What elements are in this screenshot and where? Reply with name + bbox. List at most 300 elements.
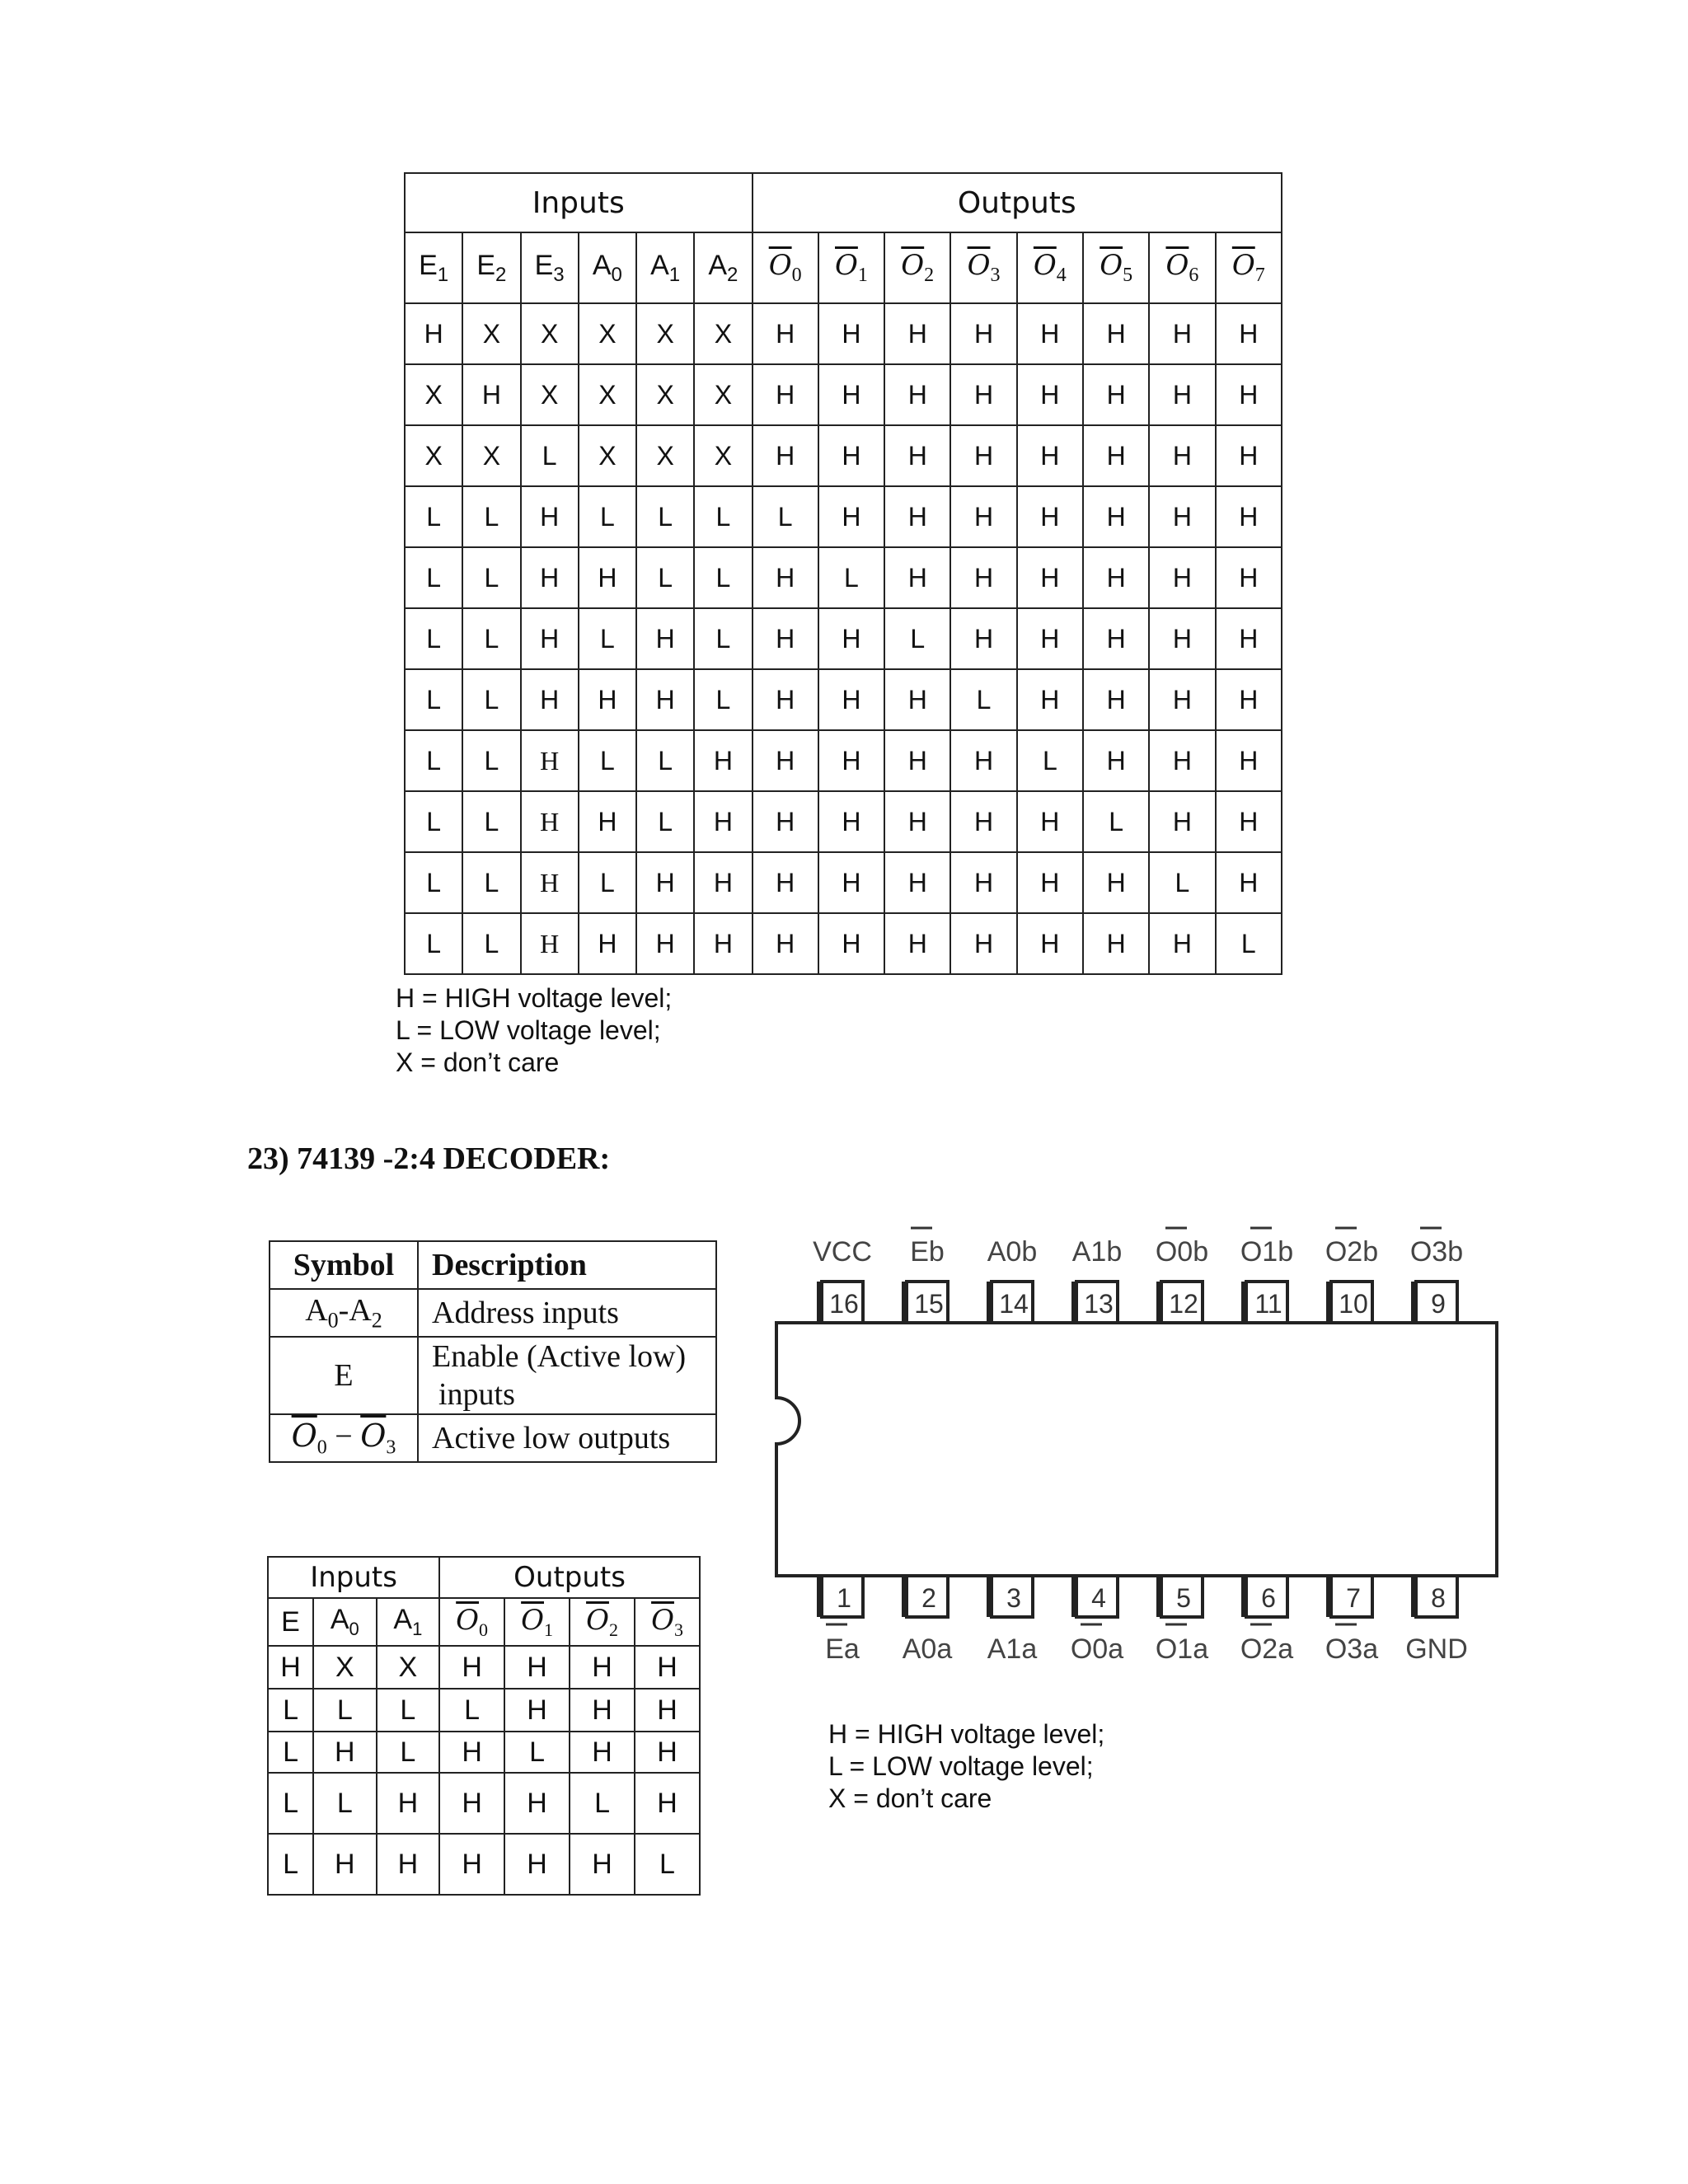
pin-16	[813, 1236, 872, 1323]
table-cell: L	[405, 608, 462, 669]
table-cell: L	[579, 608, 636, 669]
table-cell: L	[462, 852, 520, 913]
input-col-E3: $E_3$	[521, 232, 579, 303]
table-cell: H	[753, 608, 818, 669]
table-cell: H	[1017, 425, 1083, 486]
table-cell: H	[1017, 852, 1083, 913]
table-cell: L	[405, 791, 462, 852]
table-cell: H	[377, 1834, 440, 1895]
table-cell: H	[950, 303, 1016, 364]
table-cell: H	[1017, 303, 1083, 364]
table-cell: H	[1216, 791, 1282, 852]
pin-7	[1325, 1576, 1378, 1665]
pin-number: 1	[837, 1583, 851, 1613]
table-cell: H	[818, 730, 884, 791]
table-cell: H	[521, 730, 579, 791]
table-cell: H	[884, 425, 950, 486]
table-cell: L	[950, 669, 1016, 730]
pin-label: O0a	[1070, 1633, 1124, 1665]
table-cell: H	[753, 913, 818, 974]
inputs-group-header: Inputs	[405, 173, 753, 232]
output-col-O6: $\overline{O}_6$	[1149, 232, 1215, 303]
table-cell: H	[1083, 608, 1149, 669]
description-outputs: Active low outputs	[418, 1414, 716, 1462]
symbol-address: $A_0-A_2$	[270, 1289, 418, 1337]
pin-number: 16	[829, 1289, 859, 1319]
chip-pinout-diagram	[767, 1212, 1508, 1673]
table-cell: H	[635, 1732, 700, 1773]
table-cell: H	[377, 1773, 440, 1834]
pin-label: VCC	[813, 1236, 872, 1268]
table-cell: H	[753, 730, 818, 791]
pin-15	[903, 1228, 948, 1323]
pin-label: O1b	[1240, 1236, 1294, 1268]
table-cell: H	[579, 791, 636, 852]
table-cell: H	[753, 364, 818, 425]
table-row	[405, 852, 1282, 913]
table-cell: L	[405, 547, 462, 608]
table-cell: L	[313, 1773, 377, 1834]
pin-11	[1240, 1228, 1293, 1323]
table-row	[405, 425, 1282, 486]
output-col-O3: $\overline{O}_3$	[635, 1598, 700, 1646]
table-cell: L	[579, 852, 636, 913]
pin-label: Ea	[825, 1633, 860, 1665]
table-cell: H	[884, 669, 950, 730]
section-title: 23) 74139 -2:4 DECODER:	[247, 1141, 611, 1176]
symbol-enable: E	[270, 1337, 418, 1414]
table-cell: H	[818, 791, 884, 852]
table-cell: H	[1149, 913, 1215, 974]
input-col-A2: $A_2$	[694, 232, 752, 303]
table-cell: H	[521, 913, 579, 974]
pin-1	[818, 1576, 863, 1665]
table-cell: H	[818, 608, 884, 669]
table-cell: L	[268, 1773, 313, 1834]
legend-2	[828, 1718, 1104, 1815]
pin-6	[1240, 1576, 1293, 1665]
description-enable: Enable (Active low) inputs	[418, 1337, 716, 1414]
table-cell: H	[570, 1646, 635, 1689]
pin-number: 6	[1261, 1583, 1276, 1613]
table-cell: L	[570, 1773, 635, 1834]
table-cell: H	[1083, 852, 1149, 913]
table-cell: H	[950, 486, 1016, 547]
pin-label: A1a	[987, 1633, 1038, 1665]
table-row	[405, 791, 1282, 852]
table-cell: X	[313, 1646, 377, 1689]
output-col-O5: $\overline{O}_5$	[1083, 232, 1149, 303]
table-cell: L	[462, 791, 520, 852]
table-cell: H	[636, 852, 694, 913]
table-cell: L	[377, 1732, 440, 1773]
table-cell: H	[753, 852, 818, 913]
table-cell: L	[694, 669, 752, 730]
table-row	[268, 1773, 700, 1834]
table-cell: L	[635, 1834, 700, 1895]
pin-number: 5	[1176, 1583, 1191, 1613]
table-cell: L	[405, 730, 462, 791]
input-col-A0: $A_0$	[313, 1598, 377, 1646]
pin-12	[1156, 1228, 1208, 1323]
table-cell: H	[753, 303, 818, 364]
output-col-O3: $\overline{O}_3$	[950, 232, 1016, 303]
table-cell: H	[753, 547, 818, 608]
table-cell: H	[884, 730, 950, 791]
output-col-O7: $\overline{O}_7$	[1216, 232, 1282, 303]
table-row	[405, 364, 1282, 425]
table-cell: H	[1017, 547, 1083, 608]
table-cell: H	[950, 425, 1016, 486]
pin-number: 10	[1339, 1289, 1368, 1319]
pin-8	[1405, 1576, 1468, 1665]
table-cell: X	[579, 303, 636, 364]
table-cell: L	[462, 547, 520, 608]
table-cell: H	[1149, 486, 1215, 547]
table-cell: H	[1017, 669, 1083, 730]
pin-10	[1325, 1228, 1378, 1323]
table-cell: X	[521, 303, 579, 364]
table-cell: H	[818, 303, 884, 364]
table-cell: X	[636, 425, 694, 486]
table-cell: L	[268, 1689, 313, 1732]
table-cell: H	[636, 608, 694, 669]
pin-number: 11	[1254, 1289, 1282, 1319]
table-cell: H	[694, 913, 752, 974]
table-cell: H	[1083, 425, 1149, 486]
table-row	[405, 913, 1282, 974]
legend-high: H = HIGH voltage level;	[396, 983, 673, 1013]
table-cell: H	[1149, 608, 1215, 669]
table-cell: X	[694, 425, 752, 486]
table-cell: H	[884, 364, 950, 425]
table-cell: H	[635, 1646, 700, 1689]
table-cell: L	[439, 1689, 504, 1732]
table-cell: H	[1216, 364, 1282, 425]
table-cell: H	[1216, 303, 1282, 364]
table-cell: L	[694, 547, 752, 608]
pin-label: A0b	[987, 1236, 1038, 1268]
table-cell: H	[1216, 486, 1282, 547]
table-cell: H	[1083, 486, 1149, 547]
table-cell: L	[1017, 730, 1083, 791]
description-address: Address inputs	[418, 1289, 716, 1337]
table-cell: H	[753, 669, 818, 730]
pin-label: O3b	[1409, 1236, 1464, 1268]
table-cell: H	[439, 1732, 504, 1773]
table-cell: X	[377, 1646, 440, 1689]
table-cell: H	[1216, 852, 1282, 913]
table-cell: L	[462, 486, 520, 547]
truth-table-3to8	[404, 172, 1282, 975]
table-cell: H	[1083, 547, 1149, 608]
table-cell: H	[462, 364, 520, 425]
table-cell: H	[1017, 913, 1083, 974]
table-cell: L	[636, 547, 694, 608]
pin-label: Eb	[910, 1236, 945, 1268]
output-col-O4: $\overline{O}_4$	[1017, 232, 1083, 303]
table-cell: H	[950, 913, 1016, 974]
table-cell: H	[694, 730, 752, 791]
table-cell: X	[462, 425, 520, 486]
pin-number: 15	[914, 1289, 944, 1319]
table-cell: H	[884, 547, 950, 608]
table-cell: H	[504, 1646, 570, 1689]
legend-low: L = LOW voltage level;	[828, 1751, 1094, 1781]
description-header: Description	[418, 1241, 716, 1289]
table-row	[405, 669, 1282, 730]
table-cell: H	[950, 852, 1016, 913]
table-cell: H	[1017, 486, 1083, 547]
input-col-A0: $A_0$	[579, 232, 636, 303]
pin-label: A0a	[902, 1633, 953, 1665]
pin-label: A1b	[1071, 1236, 1123, 1268]
pin-label: O0b	[1155, 1236, 1209, 1268]
table-row	[268, 1646, 700, 1689]
table-cell: H	[570, 1689, 635, 1732]
table-cell: L	[1083, 791, 1149, 852]
table-cell: H	[1017, 791, 1083, 852]
pin-label: O2b	[1325, 1236, 1379, 1268]
table-cell: L	[753, 486, 818, 547]
table-cell: H	[1149, 425, 1215, 486]
table-cell: X	[521, 364, 579, 425]
table-cell: H	[818, 913, 884, 974]
table-cell: H	[579, 547, 636, 608]
symbol-header: Symbol	[270, 1241, 418, 1289]
pin-4	[1071, 1576, 1123, 1665]
pin-9	[1410, 1228, 1463, 1323]
table-row	[405, 730, 1282, 791]
table-cell: H	[636, 669, 694, 730]
pin-3	[987, 1576, 1038, 1665]
pin-label: GND	[1405, 1633, 1468, 1665]
table-row	[268, 1732, 700, 1773]
pin-number: 7	[1346, 1583, 1361, 1613]
table-cell: X	[405, 425, 462, 486]
table-cell: L	[405, 913, 462, 974]
table-cell: H	[884, 303, 950, 364]
pin-2	[903, 1576, 953, 1665]
table-cell: X	[405, 364, 462, 425]
table-cell: X	[579, 425, 636, 486]
table-row	[405, 608, 1282, 669]
table-cell: H	[1083, 669, 1149, 730]
input-col-E2: $E_2$	[462, 232, 520, 303]
table-cell: X	[636, 303, 694, 364]
table-cell: H	[1149, 303, 1215, 364]
table-cell: H	[950, 791, 1016, 852]
table-cell: L	[636, 486, 694, 547]
table-cell: H	[1149, 791, 1215, 852]
output-col-O2: $\overline{O}_2$	[570, 1598, 635, 1646]
output-col-O1: $\overline{O}_1$	[504, 1598, 570, 1646]
table-cell: H	[1216, 730, 1282, 791]
table-cell: H	[818, 364, 884, 425]
table-cell: L	[636, 791, 694, 852]
pin-number: 9	[1431, 1289, 1446, 1319]
table-cell: H	[753, 425, 818, 486]
table-cell: L	[884, 608, 950, 669]
table-cell: H	[1149, 730, 1215, 791]
table-cell: H	[1083, 913, 1149, 974]
table-cell: H	[579, 669, 636, 730]
pin-label: O3a	[1325, 1633, 1379, 1665]
table-cell: H	[950, 730, 1016, 791]
table-cell: L	[462, 669, 520, 730]
table-cell: H	[1017, 364, 1083, 425]
table-cell: H	[521, 791, 579, 852]
table-row	[405, 547, 1282, 608]
pin-number: 2	[921, 1583, 936, 1613]
table-cell: H	[521, 547, 579, 608]
table-cell: H	[753, 791, 818, 852]
pin-label: O2a	[1240, 1633, 1294, 1665]
outputs-group-header: Outputs	[753, 173, 1282, 232]
table-cell: H	[884, 791, 950, 852]
table-cell: H	[1216, 669, 1282, 730]
table-cell: H	[694, 852, 752, 913]
truth-table-2to4	[267, 1556, 701, 1896]
table-cell: H	[504, 1834, 570, 1895]
table-cell: X	[694, 303, 752, 364]
table-cell: H	[818, 669, 884, 730]
table-cell: L	[1149, 852, 1215, 913]
table-cell: L	[313, 1689, 377, 1732]
table-cell: H	[1083, 303, 1149, 364]
table-cell: H	[694, 791, 752, 852]
table-cell: L	[405, 852, 462, 913]
legend-1	[396, 982, 672, 1079]
pin-label: O1a	[1155, 1633, 1209, 1665]
table-cell: H	[313, 1732, 377, 1773]
symbol-outputs: $\overline{O}_0 - \overline{O}_3$	[270, 1414, 418, 1462]
pin-number: 3	[1006, 1583, 1021, 1613]
table-cell: H	[521, 608, 579, 669]
table-cell: H	[636, 913, 694, 974]
table-row	[405, 303, 1282, 364]
pin-14	[987, 1236, 1038, 1323]
pin-5	[1156, 1576, 1208, 1665]
table-cell: H	[950, 608, 1016, 669]
output-col-O0: $\overline{O}_0$	[439, 1598, 504, 1646]
table-row	[268, 1834, 700, 1895]
table-cell: L	[579, 730, 636, 791]
table-cell: H	[1216, 547, 1282, 608]
table-cell: H	[570, 1732, 635, 1773]
table-cell: H	[884, 852, 950, 913]
table-cell: H	[268, 1646, 313, 1689]
symbol-table	[269, 1240, 717, 1463]
table-cell: H	[950, 364, 1016, 425]
table-cell: X	[636, 364, 694, 425]
table-cell: L	[377, 1689, 440, 1732]
table-cell: H	[1149, 547, 1215, 608]
table-cell: H	[1149, 669, 1215, 730]
table-cell: H	[439, 1834, 504, 1895]
table-cell: X	[462, 303, 520, 364]
table-cell: L	[462, 913, 520, 974]
table-cell: H	[439, 1646, 504, 1689]
pin-number: 4	[1091, 1583, 1106, 1613]
input-col-E: E	[268, 1598, 313, 1646]
table-cell: L	[694, 608, 752, 669]
chip-body	[776, 1323, 1497, 1576]
table-cell: L	[462, 608, 520, 669]
legend-dont-care: X = don’t care	[828, 1783, 992, 1813]
table-cell: H	[570, 1834, 635, 1895]
table-cell: H	[504, 1773, 570, 1834]
pin-number: 8	[1431, 1583, 1446, 1613]
table-cell: L	[405, 486, 462, 547]
table-cell: H	[884, 486, 950, 547]
table-cell: L	[268, 1834, 313, 1895]
table-cell: H	[504, 1689, 570, 1732]
output-col-O2: $\overline{O}_2$	[884, 232, 950, 303]
legend-dont-care: X = don’t care	[396, 1047, 560, 1077]
table-cell: H	[818, 852, 884, 913]
table-cell: H	[635, 1773, 700, 1834]
table-cell: H	[313, 1834, 377, 1895]
table-row	[405, 486, 1282, 547]
table-cell: H	[950, 547, 1016, 608]
table-row	[268, 1689, 700, 1732]
table-cell: H	[884, 913, 950, 974]
table-cell: H	[521, 669, 579, 730]
inputs-group-header: Inputs	[268, 1557, 439, 1598]
pin-number: 12	[1169, 1289, 1198, 1319]
table-cell: H	[1017, 608, 1083, 669]
legend-high: H = HIGH voltage level;	[828, 1719, 1105, 1749]
pin-number: 13	[1084, 1289, 1114, 1319]
input-col-E1: $E_1$	[405, 232, 462, 303]
table-cell: H	[1216, 608, 1282, 669]
table-cell: H	[635, 1689, 700, 1732]
table-cell: H	[1149, 364, 1215, 425]
table-cell: H	[1216, 425, 1282, 486]
output-col-O1: $\overline{O}_1$	[818, 232, 884, 303]
outputs-group-header: Outputs	[439, 1557, 700, 1598]
table-cell: L	[504, 1732, 570, 1773]
table-cell: H	[521, 486, 579, 547]
legend-low: L = LOW voltage level;	[396, 1015, 661, 1045]
table-cell: H	[439, 1773, 504, 1834]
input-col-A1: $A_1$	[377, 1598, 440, 1646]
table-cell: L	[694, 486, 752, 547]
table-cell: H	[405, 303, 462, 364]
table-cell: X	[694, 364, 752, 425]
table-cell: H	[1083, 364, 1149, 425]
table-cell: L	[579, 486, 636, 547]
table-cell: L	[521, 425, 579, 486]
input-col-A1: $A_1$	[636, 232, 694, 303]
table-cell: L	[268, 1732, 313, 1773]
table-cell: H	[818, 425, 884, 486]
table-cell: X	[579, 364, 636, 425]
pin-13	[1072, 1236, 1123, 1323]
table-cell: H	[521, 852, 579, 913]
table-cell: L	[636, 730, 694, 791]
table-cell: L	[405, 669, 462, 730]
table-cell: H	[1083, 730, 1149, 791]
table-cell: L	[818, 547, 884, 608]
table-cell: L	[462, 730, 520, 791]
table-cell: H	[579, 913, 636, 974]
output-col-O0: $\overline{O}_0$	[753, 232, 818, 303]
table-cell: H	[818, 486, 884, 547]
table-cell: L	[1216, 913, 1282, 974]
pin-number: 14	[999, 1289, 1029, 1319]
